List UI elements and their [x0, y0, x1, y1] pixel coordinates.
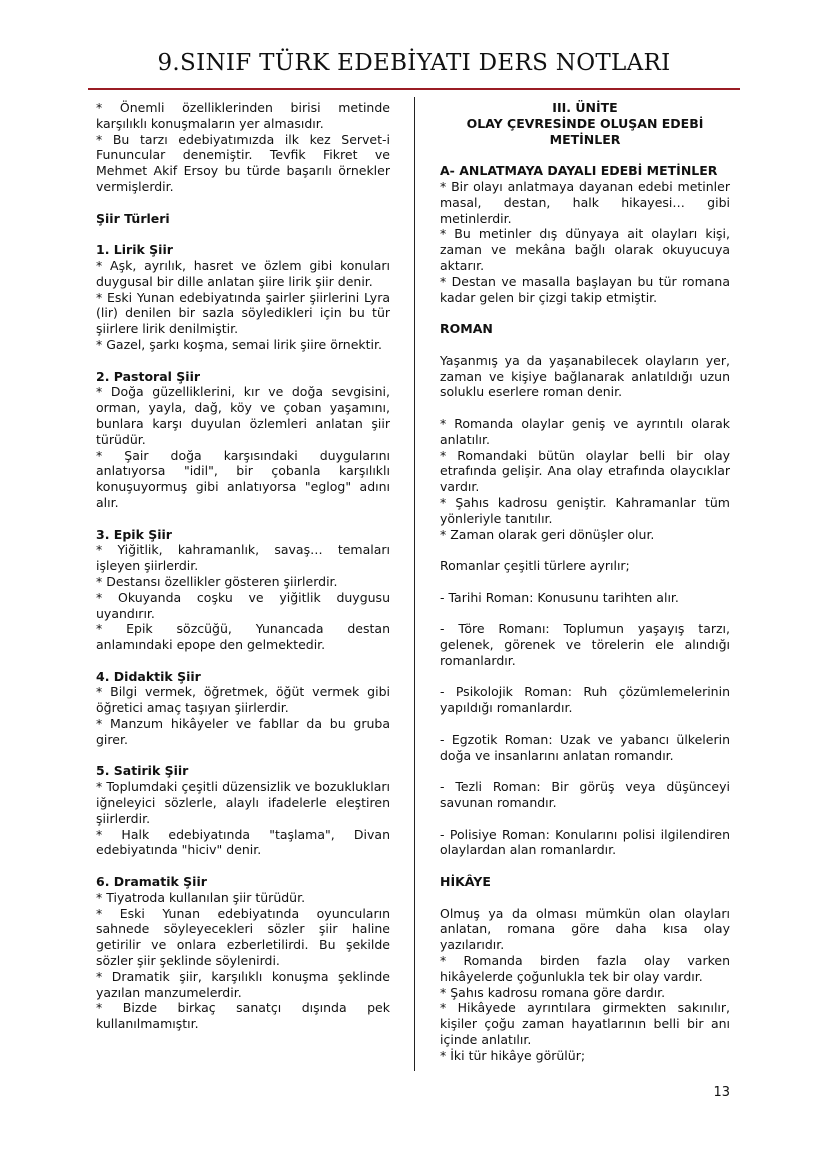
- paragraph: Romanlar çeşitli türlere ayrılır;: [440, 558, 630, 574]
- section-heading: A- ANLATMAYA DAYALI EDEBİ METİNLER: [440, 163, 718, 179]
- paragraph: Olmuş ya da olması mümkün olan olayları anlatan, romana göre daha kısa olay yazılarıdır.: [440, 905, 730, 953]
- intro-item: * Önemli özelliklerinden birisi metinde karşılıklı konuşmaların yer almasıdır.: [96, 100, 390, 131]
- roman-type: - Psikolojik Roman: Ruh çözümlemelerinin yapıldığı romanlardır.: [440, 684, 730, 716]
- list-item: * Eski Yunan edebiyatında şairler şiirlerini Lyra (lir) denilen bir sazla söyledikleri için bu tür şiirlere lirik denilmiştir.: [96, 289, 390, 337]
- subsection-title: 5. Satirik Şiir: [96, 763, 189, 779]
- list-item: * Epik sözcüğü, Yunancada destan anlamındaki epope den gelmektedir.: [96, 621, 390, 653]
- list-item: * Romanda olaylar geniş ve ayrıntılı olarak anlatılır.: [440, 415, 730, 447]
- column-divider: [414, 97, 415, 1071]
- list-item: * Bir olayı anlatmaya dayanan edebi metinler masal, destan, halk hikayesi… gibi metinlerdir.: [440, 178, 730, 226]
- section-heading: ROMAN: [440, 321, 493, 337]
- list-item: * Toplumdaki çeşitli düzensizlik ve bozuklukları iğneleyici sözlerle, alaylı ifadelerle eleştiren şiirlerdir.: [96, 779, 390, 826]
- list-item: * Manzum hikâyeler ve fabllar da bu gruba girer.: [96, 716, 390, 747]
- list-item: * Şahıs kadrosu geniştir. Kahramanlar tüm yönleriyle tanıtılır.: [440, 494, 730, 526]
- subsection-title: 3. Epik Şiir: [96, 526, 172, 542]
- intro-item: * Bu tarzı edebiyatımızda ilk kez Servet-i Fununcular denemiştir. Tevfik Fikret ve Mehmet Akif Ersoy bu türde başarılı örnekler vermişlerdir.: [96, 131, 390, 194]
- roman-type: - Töre Romanı: Toplumun yaşayış tarzı, gelenek, görenek ve törelerin ele alındığı romanlardır.: [440, 621, 730, 668]
- subsection-title: 6. Dramatik Şiir: [96, 874, 207, 890]
- list-item: * Bizde birkaç sanatçı dışında pek kullanılmamıştır.: [96, 1000, 390, 1032]
- subsection-title: 1. Lirik Şiir: [96, 242, 173, 258]
- list-item: * Romanda birden fazla olay varken hikâyelerde çoğunlukla tek bir olay vardır.: [440, 953, 730, 984]
- unit-label: III. ÜNİTE: [552, 100, 618, 115]
- section-heading: Şiir Türleri: [96, 210, 170, 226]
- unit-title: OLAY ÇEVRESİNDE OLUŞAN EDEBİ METİNLER: [466, 115, 704, 147]
- left-column: [96, 100, 390, 1032]
- roman-type: - Polisiye Roman: Konularını polisi ilgilendiren olaylardan alan romanlardır.: [440, 826, 730, 858]
- page-number: 13: [713, 1085, 730, 1100]
- list-item: * Dramatik şiir, karşılıklı konuşma şeklinde yazılan manzumelerdir.: [96, 968, 390, 1000]
- section-heading: HİKÂYE: [440, 874, 491, 890]
- list-item: * Hikâyede ayrıntılara girmekten sakınılır, kişiler çoğu zaman hayatlarının belli bir anı içinde anlatılır.: [440, 1000, 730, 1048]
- right-column: [440, 100, 730, 1064]
- list-item: * Gazel, şarkı koşma, semai lirik şiire örnektir.: [96, 336, 382, 352]
- list-item: * Destan ve masalla başlayan bu tür romana kadar gelen bir çizgi takip etmiştir.: [440, 273, 730, 305]
- subsection-title: 4. Didaktik Şiir: [96, 668, 201, 684]
- list-item: * Eski Yunan edebiyatında oyuncuların sahnede söyleyecekleri sözler şiir haline getirilir ve onlara ezberletilirdi. Bu şekilde sözler şiir şeklinde söylenirdi.: [96, 905, 390, 969]
- list-item: * Aşk, ayrılık, hasret ve özlem gibi konuları duygusal bir dille anlatan şiire lirik şiir denir.: [96, 257, 390, 289]
- list-item: * İki tür hikâye görülür;: [440, 1047, 586, 1063]
- list-item: * Halk edebiyatında "taşlama", Divan edebiyatında "hiciv" denir.: [96, 826, 390, 858]
- roman-type: - Tezli Roman: Bir görüş veya düşünceyi savunan romandır.: [440, 779, 730, 811]
- list-item: * Doğa güzelliklerini, kır ve doğa sevgisini, orman, yayla, dağ, köy ve çoban yaşamını, bunlara karşı duyulan özlemleri anlatan şiir türüdür.: [96, 384, 390, 447]
- list-item: * Yiğitlik, kahramanlık, savaş… temaları işleyen şiirlerdir.: [96, 542, 390, 574]
- list-item: * Okuyanda coşku ve yiğitlik duygusu uyandırır.: [96, 589, 390, 621]
- list-item: * Destansı özellikler gösteren şiirlerdir.: [96, 573, 338, 589]
- list-item: * Tiyatroda kullanılan şiir türüdür.: [96, 889, 306, 905]
- list-item: * Zaman olarak geri dönüşler olur.: [440, 526, 655, 542]
- list-item: * Romandaki bütün olaylar belli bir olay etrafında gelişir. Ana olay etrafında olaycıklar vardır.: [440, 447, 730, 495]
- list-item: * Bu metinler dış dünyaya ait olayları kişi, zaman ve mekâna bağlı olarak okuyucuya aktarır.: [440, 226, 730, 273]
- paragraph: Yaşanmış ya da yaşanabilecek olayların yer, zaman ve kişiye bağlanarak anlatıldığı uzun soluklu eserlere roman denir.: [440, 352, 730, 400]
- title-divider: [88, 88, 740, 90]
- list-item: * Şahıs kadrosu romana göre dardır.: [440, 984, 666, 1000]
- roman-type: - Tarihi Roman: Konusunu tarihten alır.: [440, 589, 679, 605]
- page-title: 9.SINIF TÜRK EDEBİYATI DERS NOTLARI: [157, 50, 671, 76]
- list-item: * Şair doğa karşısındaki duygularını anlatıyorsa "idil", bir çobanla karşılıklı konuşuyormuş gibi anlatıyorsa "eglog" adını alır.: [96, 447, 390, 510]
- subsection-title: 2. Pastoral Şiir: [96, 368, 201, 384]
- roman-type: - Egzotik Roman: Uzak ve yabancı ülkelerin doğa ve insanlarını anlatan romandır.: [440, 731, 730, 763]
- list-item: * Bilgi vermek, öğretmek, öğüt vermek gibi öğretici amaç taşıyan şiirlerdir.: [96, 684, 390, 716]
